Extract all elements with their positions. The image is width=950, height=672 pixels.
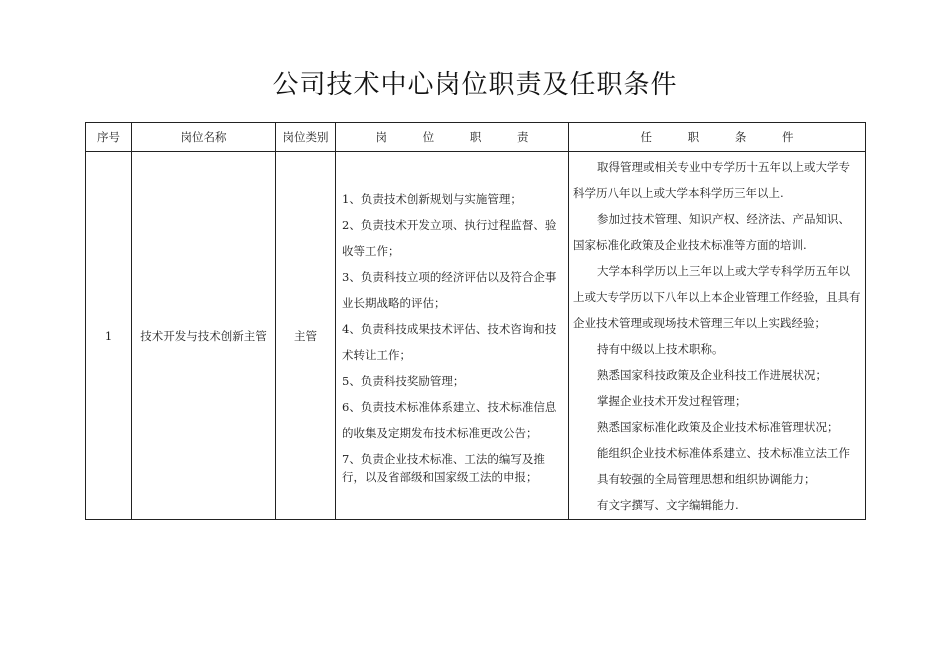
requirement-item: 大学本科学历以上三年以上或大学专科学历五年以上或大专学历以下八年以上本企业管理工作经验，且具有企业技术管理或现场技术管理三年以上实践经验； xyxy=(573,263,861,330)
duty-item: 6、负责技术标准体系建立、技术标准信息的收集及定期发布技术标准更改公告； xyxy=(342,399,557,440)
duty-item: 3、负责科技立项的经济评估以及符合企事业长期战略的评估； xyxy=(342,269,557,310)
requirements-cell xyxy=(569,152,866,520)
duties-cell xyxy=(336,152,569,520)
duty-item: 1、负责技术创新规划与实施管理； xyxy=(342,191,522,206)
table-row xyxy=(86,152,866,520)
requirement-item: 具有较强的全局管理思想和组织协调能力； xyxy=(597,471,816,486)
header-name: 岗位名称 xyxy=(132,123,276,152)
requirement-item: 参加过技术管理、知识产权、经济法、产品知识、国家标准化政策及企业技术标准等方面的培训. xyxy=(573,211,850,252)
job-table xyxy=(85,122,866,520)
header-duties: 岗 位 职 责 xyxy=(336,123,569,152)
requirement-item: 掌握企业技术开发过程管理； xyxy=(597,393,747,408)
header-row xyxy=(86,123,866,152)
duty-item: 5、负责科技奖励管理； xyxy=(342,373,465,388)
header-no: 序号 xyxy=(86,123,132,152)
header-requirements: 任 职 条 件 xyxy=(569,123,866,152)
requirement-item: 有文字撰写、文字编辑能力. xyxy=(597,497,739,512)
requirement-item: 熟悉国家标准化政策及企业技术标准管理状况； xyxy=(597,419,839,434)
duty-item: 2、负责技术开发立项、执行过程监督、验收等工作； xyxy=(342,217,557,258)
duty-item: 7、负责企业技术标准、工法的编写及推行，以及省部级和国家级工法的申报； xyxy=(342,451,545,484)
row-category: 主管 xyxy=(276,152,336,520)
requirement-item: 熟悉国家科技政策及企业科技工作进展状况； xyxy=(597,367,827,382)
header-category: 岗位类别 xyxy=(276,123,336,152)
row-name: 技术开发与技术创新主管 xyxy=(132,152,276,520)
requirement-item: 持有中级以上技术职称。 xyxy=(597,341,724,356)
requirement-item: 能组织企业技术标准体系建立、技术标准立法工作 xyxy=(597,445,850,460)
duty-item: 4、负责科技成果技术评估、技术咨询和技术转让工作； xyxy=(342,321,557,362)
page-title: 公司技术中心岗位职责及任职条件 xyxy=(272,70,678,100)
requirement-item: 取得管理或相关专业中专学历十五年以上或大学专科学历八年以上或大学本科学历三年以上. xyxy=(573,159,850,200)
row-no: 1 xyxy=(86,152,132,520)
